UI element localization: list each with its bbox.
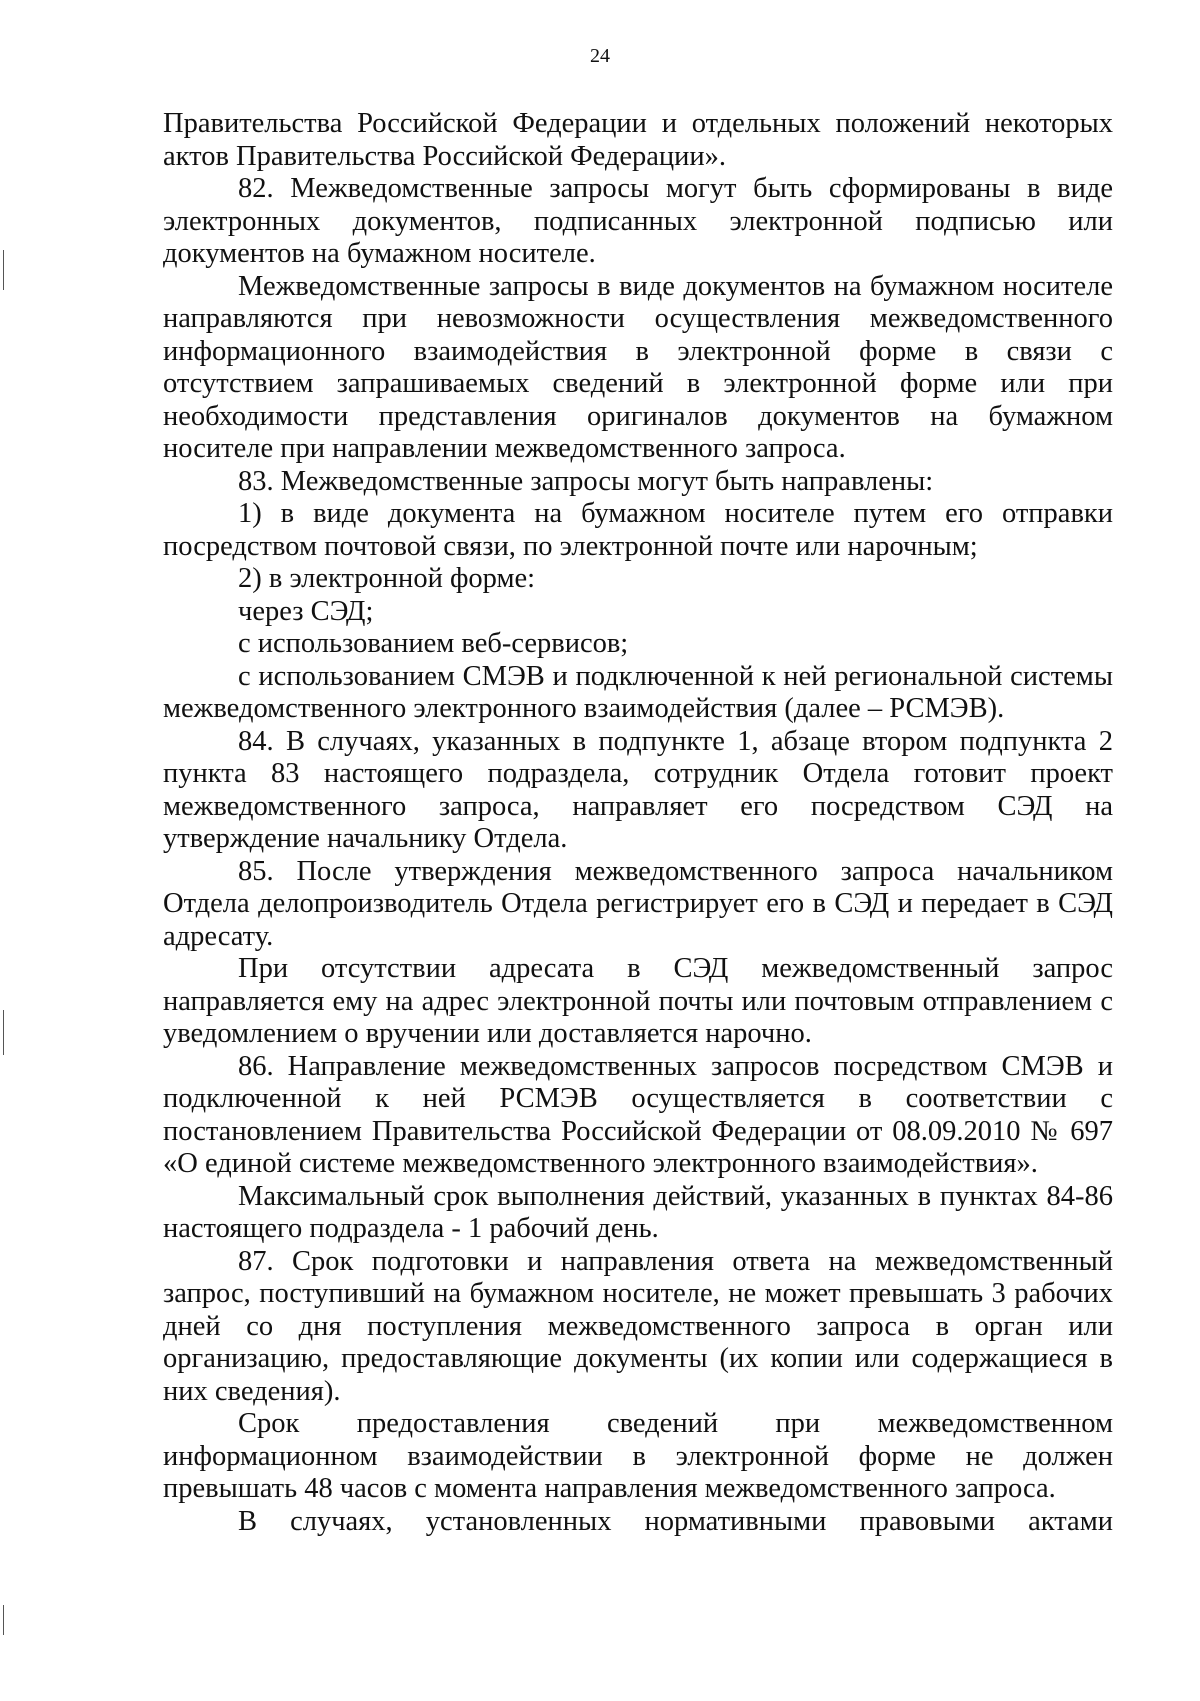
paragraph-83-via-sed: через СЭД; bbox=[238, 595, 374, 627]
paragraph-83-via-smev: с использованием СМЭВ и подключенной к ней региональной системы межведомственного электронного взаимодействия (далее – РСМЭВ). bbox=[163, 660, 1113, 724]
paragraph-87: 87. Срок подготовки и направления ответа на межведомственный запрос, поступивший на бумажном носителе, не может превышать 3 рабочих дней со дня поступления межведомственного запроса в орган или организацию, предоставляющие документы (их копии или содержащиеся в них сведения). bbox=[163, 1245, 1113, 1407]
paragraph-85: 85. После утверждения межведомственного запроса начальником Отдела делопроизводитель Отдела регистрирует его в СЭД и передает в СЭД адресату. bbox=[163, 855, 1113, 952]
paragraph-82: 82. Межведомственные запросы могут быть сформированы в виде электронных документов, подписанных электронной подписью или документов на бумажном носителе. bbox=[163, 173, 1113, 269]
scan-artifact bbox=[3, 1605, 4, 1635]
paragraph-83: 83. Межведомственные запросы могут быть направлены: bbox=[238, 465, 934, 497]
document-body bbox=[163, 108, 1113, 1538]
paragraph-83-via-web-services: с использованием веб-сервисов; bbox=[238, 628, 629, 659]
paragraph-83-item-2: 2) в электронной форме: bbox=[238, 563, 536, 594]
paragraph-83-item-1: 1) в виде документа на бумажном носителе путем его отправки посредством почтовой связи, по электронной почте или нарочным; bbox=[163, 498, 1113, 562]
paragraph-86: 86. Направление межведомственных запросов посредством СМЭВ и подключенной к ней РСМЭВ осуществляется в соответствии с постановлением Правительства Российской Федерации от 08.09.2010 № 697 «О единой системе межведомственного электронного взаимодействия». bbox=[163, 1050, 1113, 1179]
scan-artifact bbox=[3, 1010, 4, 1055]
paragraph-82-paper-requests: Межведомственные запросы в виде документов на бумажном носителе направляются при невозможности осуществления межведомственного информационного взаимодействия в электронной форме в связи с отсутствием запрашиваемых сведений в электронной форме или при необходимости представления оригиналов документов на бумажном носителе при направлении межведомственного запроса. bbox=[163, 270, 1113, 464]
paragraph-87-electronic-term: Срок предоставления сведений при межведомственном информационном взаимодействии в электронной форме не должен превышать 48 часов с момента направления межведомственного запроса. bbox=[163, 1408, 1113, 1504]
scan-artifact bbox=[3, 250, 4, 290]
paragraph-85-no-addressee: При отсутствии адресата в СЭД межведомственный запрос направляется ему на адрес электронной почты или почтовым отправлением с уведомлением о вручении или доставляется нарочно. bbox=[163, 953, 1113, 1049]
page-number: 24 bbox=[590, 45, 610, 67]
paragraph-84: 84. В случаях, указанных в подпункте 1, абзаце втором подпункта 2 пункта 83 настоящего подраздела, сотрудник Отдела готовит проект межведомственного запроса, направляет его посредством СЭД на утверждение начальнику Отдела. bbox=[163, 725, 1113, 854]
paragraph-continuation: Правительства Российской Федерации и отдельных положений некоторых актов Правительства Российской Федерации». bbox=[163, 108, 1113, 172]
paragraph-87-cases: В случаях, установленных нормативными правовыми актами bbox=[238, 1505, 1113, 1537]
paragraph-86-max-term: Максимальный срок выполнения действий, указанных в пунктах 84-86 настоящего подраздела - 1 рабочий день. bbox=[163, 1180, 1113, 1244]
